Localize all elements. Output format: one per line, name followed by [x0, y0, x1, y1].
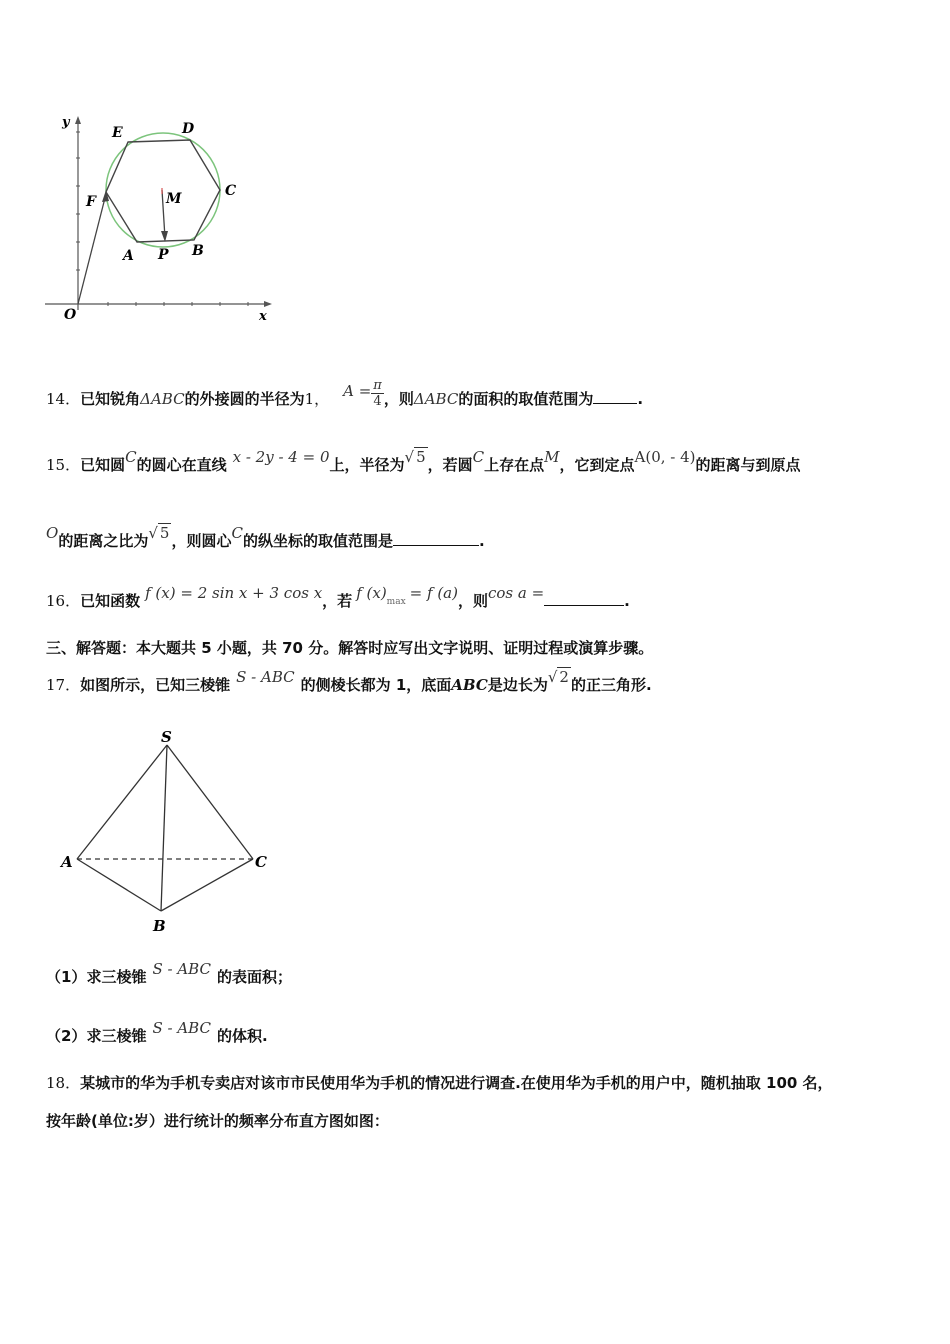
y-axis-label: y [62, 115, 70, 130]
question-15: 15．已知圆C的圆心在直线 x - 2y - 4 = 0上，半径为√ 5 ，若圆C上存在点M，它到定点A(0, - 4)的距离与到原点 [46, 448, 801, 474]
math-sqrt-5: √ 5 [404, 448, 426, 466]
math-point-a: A(0, - 4) [634, 448, 696, 466]
point-m-label: M [166, 191, 182, 207]
pyramid-figure [55, 725, 285, 935]
question-number: 14． [46, 390, 81, 408]
answer-blank [544, 605, 624, 606]
question-17: 17．如图所示，已知三棱锥 S - ABC 的侧棱长都为 1，底面ABC是边长为√ 2 的正三角形. [46, 668, 652, 694]
vertex-a-label: A [61, 853, 73, 871]
question-15-continued: O的距离之比为√ 5 ，则圆心C的纵坐标的取值范围是 . [46, 524, 485, 550]
question-14: 14．已知锐角ΔABC的外接圆的半径为1， A = $\frac{\pi}{4}$ ，则ΔABC的面积的取值范围为 . [46, 378, 644, 409]
origin-label: O [64, 307, 77, 323]
question-18-continued: 按年龄(单位:岁）进行统计的频率分布直方图如图： [46, 1112, 389, 1130]
hexagon-circle-figure [40, 110, 280, 330]
math-cos-a: cos a = [487, 584, 545, 602]
question-number: 16． [46, 592, 81, 610]
question-number: 17． [46, 676, 81, 694]
question-17-part-1: （1）求三棱锥 S - ABC 的表面积； [46, 960, 292, 986]
math-pyramid: S - ABC [236, 668, 295, 686]
math-angle-a: A = [343, 382, 372, 400]
question-16: 16．已知函数 f (x) = 2 sin x + 3 cos x，若 f (x)max = f (a)，则cos a = . [46, 584, 630, 610]
answer-blank [593, 403, 637, 404]
question-number: 15． [46, 456, 81, 474]
point-p-label: P [158, 247, 169, 263]
question-number: 18． [46, 1074, 81, 1092]
vertex-b-label: B [153, 917, 166, 935]
section-heading: 三、解答题：本大题共 5 小题，共 70 分。解答时应写出文字说明、证明过程或演算步骤。 [46, 639, 654, 657]
point-b-label: B [192, 243, 204, 259]
vertex-c-label: C [255, 853, 267, 871]
question-17-part-2: （2）求三棱锥 S - ABC 的体积. [46, 1019, 268, 1045]
answer-blank [393, 545, 479, 546]
point-e-label: E [112, 125, 123, 141]
math-function-f: f (x) = 2 sin x + 3 cos x [145, 584, 323, 602]
point-a-label: A [123, 248, 134, 264]
point-f-label: F [86, 194, 96, 210]
question-18: 18．某城市的华为手机专卖店对该市市民使用华为手机的情况进行调查.在使用华为手机的用户中，随机抽取 100 名， [46, 1074, 833, 1092]
math-triangle: ΔABC [140, 390, 185, 408]
math-line-equation: x - 2y - 4 = 0 [232, 448, 330, 466]
vertex-s-label: S [161, 728, 172, 746]
point-c-label: C [225, 183, 237, 199]
math-fraction-pi-4: $\frac{\pi}{4}$ [373, 378, 382, 409]
point-d-label: D [182, 121, 195, 137]
x-axis-label: x [259, 309, 267, 324]
